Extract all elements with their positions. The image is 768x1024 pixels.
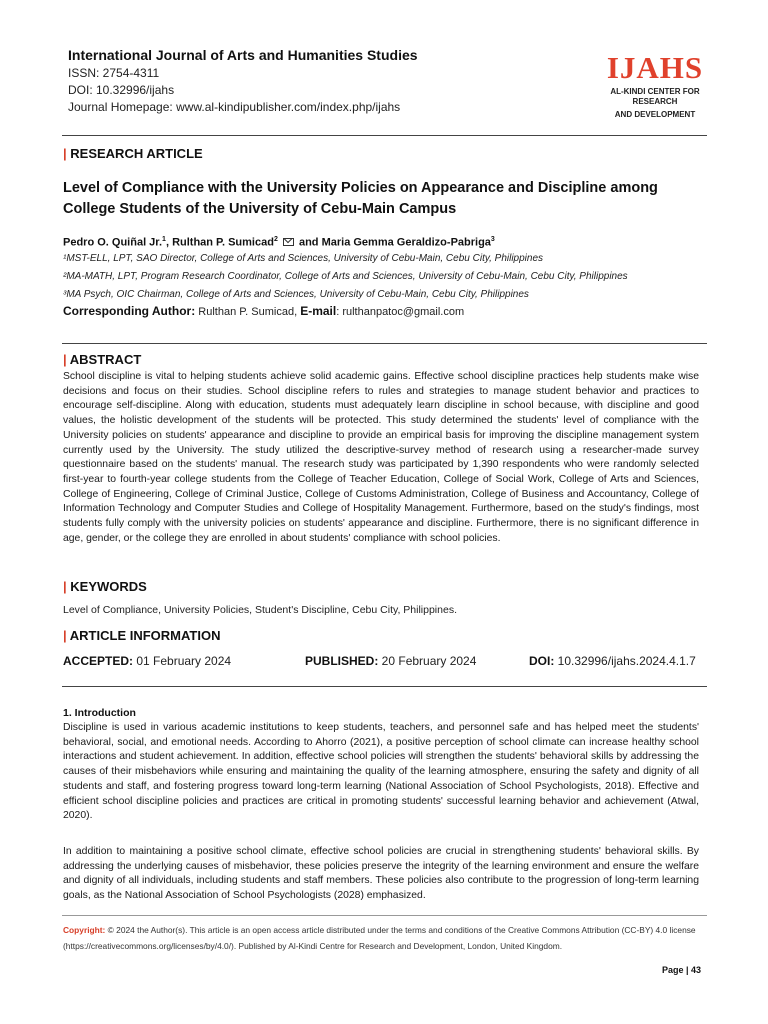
footer-rule (62, 915, 707, 916)
abstract-rule (62, 343, 707, 344)
page-label: Page | (662, 965, 692, 975)
affiliation-2: ²MA-MATH, LPT, Program Research Coordinator, College of Arts and Sciences, University of Cebu-Main, Cebu City, Philippines (63, 271, 628, 282)
author-sep: , (165, 236, 173, 249)
copyright-text: © 2024 the Author(s). This article is an open access article distributed under the terms and conditions of the Creative Commons Attribution (CC-BY) 4.0 license (https://creativecommons.org/licenses/by/4.0/). Published by Al-Kindi Centre for Research and Development, London, United Kingdom. (63, 925, 696, 951)
abstract-heading (63, 352, 141, 367)
corresponding-author (63, 304, 464, 318)
title-line-1: Level of Compliance with the University Policies on Appearance and Discipline among (63, 180, 658, 196)
published-value: 20 February 2024 (378, 654, 477, 668)
author-list (63, 236, 495, 249)
intro-paragraph-1: Discipline is used in various academic institutions to keep students, teachers, and personnel safe and has helped meet the students' behavioral, social, and emotional needs. According to Ahorro (2021), a positive perception of school climate can increase healthy school interactions and student achievement. In addition, effective school policies will strengthen the students' behavioral skills by addressing the causes of their misbehaviors while ensuring and maintaining the quality of the learning atmosphere, ensuring the safety and dignity of all students and staff, and fostering progress toward long-term learning (National Association of School Psychologists, 2018). Effective and efficient school discipline policies and practices are critical in promoting students' successful learning behavior and achievement (Atwal, 2020). (63, 722, 699, 822)
logo-sub-2: AND DEVELOPMENT (614, 110, 696, 119)
journal-name: International Journal of Arts and Humanities Studies (68, 47, 418, 63)
journal-issn: ISSN: 2754-4311 (68, 66, 160, 80)
article-info-heading-label: ARTICLE INFORMATION (69, 628, 221, 643)
author-2: Rulthan P. Sumicad (172, 236, 274, 249)
published-label: PUBLISHED: (305, 654, 379, 668)
affiliation-1: ¹MST-ELL, LPT, SAO Director, College of Arts and Sciences, University of Cebu-Main, Cebu City, Philippines (63, 253, 544, 264)
intro-paragraph-2: In addition to maintaining a positive school climate, effective school policies are crucial in strengthening students' behavioral skills. By addressing the underlying causes of misbehavior, these policies preserve the integrity of the learning environment and ensure the welfare and dignity of all individuals, including students and staff members. These policies also contribute to the progression of long-term learning goals, as the National Association of School Psychologists (2028) emphasized. (63, 846, 699, 902)
article-title (63, 178, 723, 220)
article-info-heading (63, 628, 220, 643)
article-type (63, 146, 203, 161)
abstract-text: School discipline is vital to helping students achieve solid academic gains. Effective school discipline practices help students make wise decisions and focus on their studies. School discipline refers to rules and strategies to manage student behavior and practices to encourage self-discipline. Along with education, students must adequately learn discipline in school because, with discipline and good values, the holistic development of the students will be protected. This study determined the students' level of compliance with the University policies on students' appearance and discipline to provide an empirical basis for improving the discipline management system currently used by the University. The study utilized the descriptive-survey method of research using a researcher-made survey questionnaire based on the students' manual. The research study was participated by 1,390 respondents who were randomly selected first-year to fourth-year college students from the College of Teacher Education, College of Social Work, College of Arts and Sciences, College of Engineering, College of Criminal Justice, College of Customs Administration, College of Business and Accountancy, College of Information Technology and Computer Studies and College of Hospitality Management. Furthermore, based on the study's findings, most students fully comply with the university policies on students' appearance and discipline. Furthermore, there is no significant difference in age, gender, or the college they are enrolled in about students' compliance with school policies. (63, 371, 699, 544)
section-marker: | (63, 352, 67, 367)
corresponding-label: Corresponding Author: (63, 304, 196, 318)
author-1-sup: 1 (162, 236, 166, 243)
doi-value[interactable]: 10.32996/ijahs.2024.4.1.7 (554, 654, 696, 668)
published-date (305, 654, 476, 668)
mail-icon[interactable] (283, 238, 294, 246)
section-marker: | (63, 146, 67, 161)
accepted-label: ACCEPTED: (63, 654, 134, 668)
author-and: and (295, 236, 322, 249)
intro-rule (62, 686, 707, 687)
keywords-text: Level of Compliance, University Policies, Student's Discipline, Cebu City, Philippines. (63, 604, 457, 616)
page-number-value: 43 (691, 965, 702, 975)
author-3-sup: 3 (490, 236, 495, 243)
article-type-label: RESEARCH ARTICLE (70, 146, 203, 161)
keywords-heading (63, 579, 147, 594)
logo-sub-1: AL-KINDI CENTER FOR RESEARCH (610, 87, 700, 106)
abstract-heading-label: ABSTRACT (69, 352, 142, 367)
header-rule (62, 135, 707, 136)
logo-text: IJAHS (606, 50, 704, 85)
section-marker: | (63, 628, 67, 643)
journal-logo (600, 52, 710, 120)
copyright-label: Copyright: (63, 925, 106, 935)
article-doi (529, 654, 696, 668)
accepted-value: 01 February 2024 (133, 654, 232, 668)
section-marker: | (63, 579, 67, 594)
keywords-heading-label: KEYWORDS (70, 579, 147, 594)
page-number (662, 965, 701, 975)
journal-homepage[interactable]: Journal Homepage: www.al-kindipublisher.com/index.php/ijahs (68, 100, 401, 114)
author-1: Pedro O. Quiñal Jr. (63, 236, 163, 249)
journal-doi: DOI: 10.32996/ijahs (68, 83, 175, 97)
corresponding-name: Rulthan P. Sumicad, (195, 306, 301, 318)
copyright-notice (63, 922, 703, 954)
corresponding-email[interactable]: : rulthanpatoc@gmail.com (336, 306, 465, 318)
title-line-2: College Students of the University of Cebu-Main Campus (63, 201, 457, 217)
author-2-sup: 2 (273, 236, 278, 243)
affiliation-3: ³MA Psych, OIC Chairman, College of Arts and Sciences, University of Cebu-Main, Cebu City, Philippines (63, 289, 529, 300)
email-label: E-mail (300, 304, 337, 318)
accepted-date (63, 654, 231, 668)
doi-label: DOI: (529, 654, 555, 668)
intro-heading: 1. Introduction (63, 707, 136, 719)
author-3: Maria Gemma Geraldizo-Pabriga (321, 236, 491, 249)
